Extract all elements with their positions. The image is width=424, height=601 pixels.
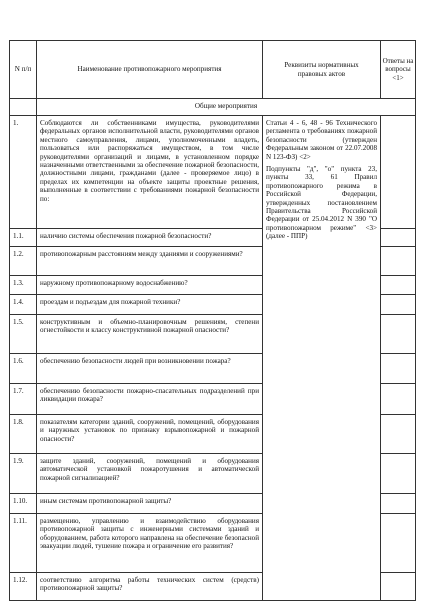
answer-cell[interactable] <box>381 454 416 494</box>
row-number: 1.5. <box>10 315 37 354</box>
answer-cell[interactable] <box>381 229 416 247</box>
header-refs: Реквизиты нормативных правовых актов <box>263 41 381 99</box>
table-header-row <box>10 41 416 99</box>
answer-cell[interactable] <box>381 384 416 415</box>
row-text: размещению, управлению и взаимодействию оборудования противопожарной защиты с инженерными системами зданий и оборудованием, работа которого направлена на обеспечение безопасной эвакуации людей, тушение пожара и ограничение его развития? <box>37 514 263 573</box>
header-num: N п/п <box>10 41 37 99</box>
section-title: Общие мероприятия <box>37 99 416 116</box>
answer-cell[interactable] <box>381 354 416 384</box>
row-text: проездам и подъездам для пожарной техники? <box>37 295 263 315</box>
checklist-table <box>9 40 416 601</box>
row-number: 1.10. <box>10 494 37 514</box>
header-answers: Ответы на вопросы <1> <box>381 41 416 99</box>
legal-references-cell <box>263 116 381 601</box>
header-name: Наименование противопожарного мероприятия <box>37 41 263 99</box>
section-row <box>10 99 416 116</box>
row-number: 1.12. <box>10 573 37 601</box>
row-number: 1.2. <box>10 247 37 276</box>
row-number: 1.7. <box>10 384 37 415</box>
row-text: иным системам противопожарной защиты? <box>37 494 263 514</box>
answer-cell[interactable] <box>381 494 416 514</box>
row-text: наружному противопожарному водоснабжению? <box>37 276 263 295</box>
row-text: показателям категории зданий, сооружений, помещений, оборудования и наружных установок по признаку взрывопожарной и пожарной опасности? <box>37 415 263 454</box>
row-text: защите зданий, сооружений, помещений и оборудования автоматической установкой пожаротушения и автоматической пожарной сигнализацией? <box>37 454 263 494</box>
legal-references-1: Статьи 4 - 6, 48 - 96 Технического регламента о требованиях пожарной безопасности (утвержден Федеральным законом от 22.07.2008 N 123-ФЗ) <2> <box>266 119 377 161</box>
row-number: 1.4. <box>10 295 37 315</box>
row-number: 1. <box>10 116 37 229</box>
row-number: 1.6. <box>10 354 37 384</box>
row-number: 1.3. <box>10 276 37 295</box>
row-text: Соблюдаются ли собственниками имущества, руководителями федеральных органов исполнительной власти, руководителями органов местного самоуправления, лицами, уполномоченными владеть, пользоваться или распоряжаться имуществом, в том числе руководителями организаций и лицами, в установленном порядке назначенными ответственными за обеспечение пожарной безопасности, должностными лицами, гражданами (далее - проверяемое лицо) в пределах их компетенции на объекте защиты проектные решения, выполненные в соответствии с требованиями пожарной безопасности по: <box>37 116 263 229</box>
answer-cell[interactable] <box>381 315 416 354</box>
row-number: 1.8. <box>10 415 37 454</box>
answer-cell[interactable] <box>381 415 416 454</box>
row-text: обеспечению безопасности пожарно-спасательных подразделений при ликвидации пожара? <box>37 384 263 415</box>
row-text: соответствию алгоритма работы технических систем (средств) противопожарной защиты? <box>37 573 263 601</box>
row-text: противопожарным расстояниям между зданиями и сооружениями? <box>37 247 263 276</box>
row-text: конструктивным и объемно-планировочным решениям, степени огнестойкости и классу конструктивной пожарной опасности? <box>37 315 263 354</box>
answer-cell[interactable] <box>381 276 416 295</box>
table-row <box>10 116 416 229</box>
row-number: 1.9. <box>10 454 37 494</box>
row-number: 1.11. <box>10 514 37 573</box>
row-number: 1.1. <box>10 229 37 247</box>
answer-cell[interactable] <box>381 116 416 229</box>
answer-cell[interactable] <box>381 573 416 601</box>
row-text: обеспечению безопасности людей при возникновении пожара? <box>37 354 263 384</box>
answer-cell[interactable] <box>381 295 416 315</box>
row-text: наличию системы обеспечения пожарной безопасности? <box>37 229 263 247</box>
legal-references-2: Подпункты "д", "о" пункта 23, пункты 33, 61 Правил противопожарного режима в Российской Федерации, утвержденных постановлением Правительства Российской Федерации от 25.04.2012 N 390 "О противопожарном режиме" <3> (далее - ППР) <box>266 165 377 241</box>
answer-cell[interactable] <box>381 514 416 573</box>
answer-cell[interactable] <box>381 247 416 276</box>
